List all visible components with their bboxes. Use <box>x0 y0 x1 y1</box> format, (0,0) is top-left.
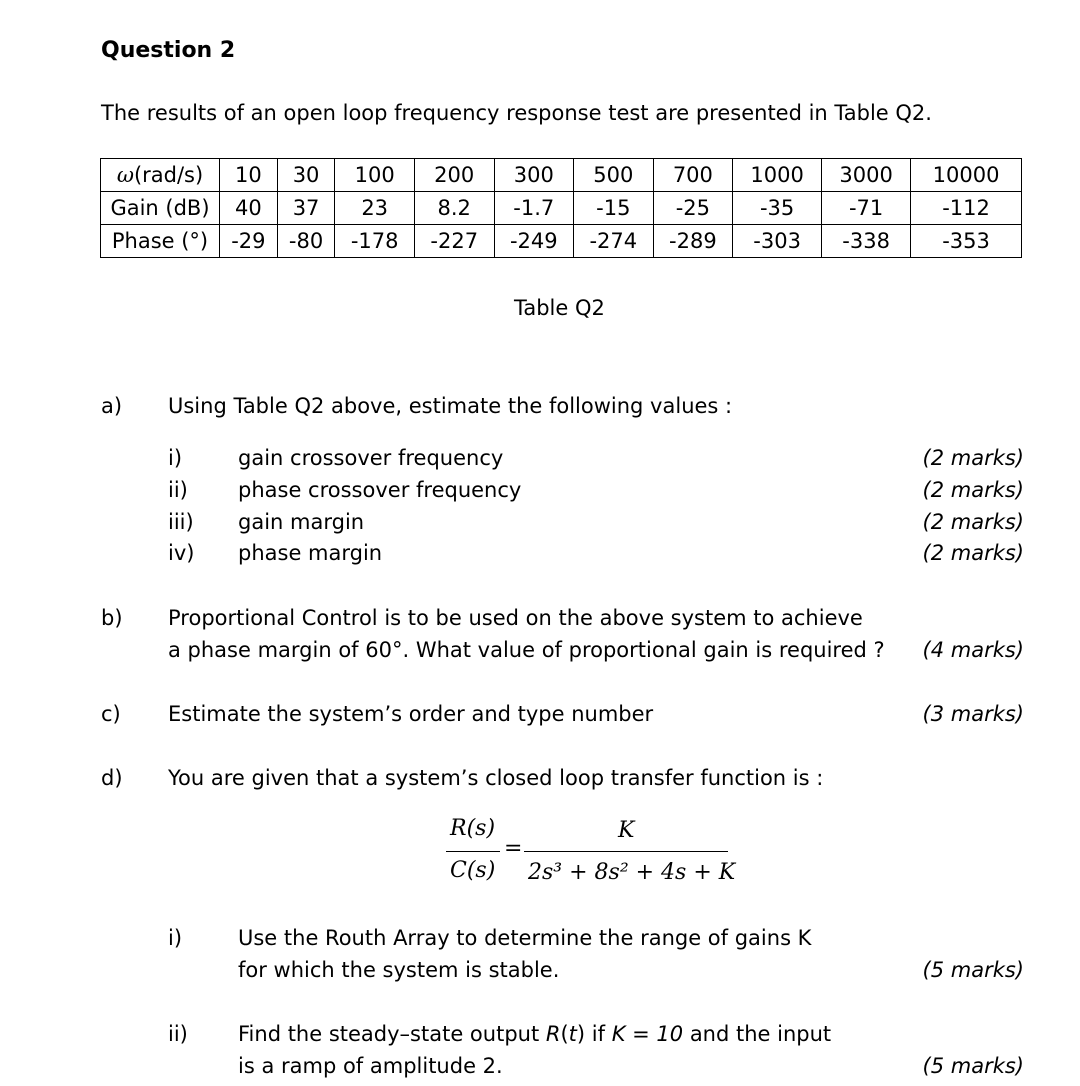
part-d-sub-i-line2: for which the system is stable. <box>238 958 560 982</box>
table-cell: -25 <box>653 192 733 225</box>
table-cell: 300 <box>494 159 574 192</box>
part-d-sub-ii-line1 <box>238 1024 831 1045</box>
part-d-sub-i-num: i) <box>168 926 183 950</box>
table-row <box>101 225 1022 258</box>
formula-lhs-numerator: R(s) <box>450 816 496 841</box>
part-d-text: You are given that a system’s closed loop transfer function is : <box>168 766 824 790</box>
part-b-label: b) <box>101 606 123 630</box>
table-cell: 700 <box>653 159 733 192</box>
text-span: ) if <box>576 1022 612 1046</box>
table-cell: -274 <box>574 225 654 258</box>
part-a-item-marks: (2 marks) <box>922 478 1024 502</box>
part-c-text: Estimate the system’s order and type number <box>168 702 654 726</box>
table-cell: -289 <box>653 225 733 258</box>
formula-equals: = <box>504 836 523 861</box>
table-cell: 1000 <box>733 159 822 192</box>
table-cell: -178 <box>335 225 415 258</box>
part-d-label: d) <box>101 766 123 790</box>
table-cell: 23 <box>335 192 415 225</box>
part-a-item-num: iv) <box>168 541 195 565</box>
part-d-sub-ii-line2: is a ramp of amplitude 2. <box>238 1054 503 1078</box>
part-a-item-text: gain margin <box>238 510 365 534</box>
formula-lhs-denominator: C(s) <box>450 858 496 883</box>
table-cell: -303 <box>733 225 822 258</box>
table-cell: -15 <box>574 192 654 225</box>
table-cell: -35 <box>733 192 822 225</box>
part-b-marks: (4 marks) <box>922 638 1024 662</box>
row-header <box>101 159 220 192</box>
part-a-item-num: ii) <box>168 478 188 502</box>
formula-rhs-numerator: K <box>618 818 635 843</box>
part-d-sub-ii-marks: (5 marks) <box>922 1054 1024 1078</box>
part-d-sub-i-marks: (5 marks) <box>922 958 1024 982</box>
table-cell: 40 <box>220 192 278 225</box>
table-cell: 30 <box>277 159 335 192</box>
part-a-item-marks: (2 marks) <box>922 446 1024 470</box>
row-label: (rad/s) <box>133 162 204 187</box>
table-caption: Table Q2 <box>514 296 605 320</box>
table-row <box>101 159 1022 192</box>
intro-text: The results of an open loop frequency response test are presented in Table Q2. <box>101 101 932 125</box>
table-cell: -353 <box>911 225 1022 258</box>
part-c-label: c) <box>101 702 121 726</box>
table-cell: 200 <box>414 159 494 192</box>
table-cell: -71 <box>822 192 911 225</box>
row-header <box>101 192 220 225</box>
part-a-item-text: gain crossover frequency <box>238 446 504 470</box>
table-cell: -249 <box>494 225 574 258</box>
table-cell: -338 <box>822 225 911 258</box>
time-symbol-t: t <box>568 1022 577 1046</box>
table-cell: 10 <box>220 159 278 192</box>
part-d-sub-ii-num: ii) <box>168 1022 188 1046</box>
question-title: Question 2 <box>101 38 236 63</box>
part-c-marks: (3 marks) <box>922 702 1024 726</box>
text-span: and the input <box>683 1022 832 1046</box>
gain-value: K = 10 <box>611 1022 684 1046</box>
part-a-text: Using Table Q2 above, estimate the following values : <box>168 394 733 418</box>
table-cell: -29 <box>220 225 278 258</box>
omega-symbol: ω <box>116 162 134 187</box>
formula-fraction-bar <box>446 851 500 852</box>
formula-fraction-bar <box>524 851 728 852</box>
table-cell: 3000 <box>822 159 911 192</box>
transfer-function-formula <box>440 812 750 892</box>
table-cell: 500 <box>574 159 654 192</box>
part-a-item-text: phase crossover frequency <box>238 478 522 502</box>
part-a-item-num: iii) <box>168 510 194 534</box>
part-a-label: a) <box>101 394 123 418</box>
part-a-item-num: i) <box>168 446 183 470</box>
part-d-sub-i-line1: Use the Routh Array to determine the range of gains K <box>238 926 812 950</box>
part-a-item-text: phase margin <box>238 541 383 565</box>
table-cell: -112 <box>911 192 1022 225</box>
part-a-item-marks: (2 marks) <box>922 510 1024 534</box>
table-cell: 10000 <box>911 159 1022 192</box>
row-label: Gain (dB) <box>110 195 210 220</box>
part-b-line2: a phase margin of 60°. What value of proportional gain is required ? <box>168 638 885 662</box>
row-header <box>101 225 220 258</box>
text-span: Find the steady–state output <box>238 1022 546 1046</box>
table-row <box>101 192 1022 225</box>
table-cell: -80 <box>277 225 335 258</box>
table-cell: 100 <box>335 159 415 192</box>
table-cell: -1.7 <box>494 192 574 225</box>
part-a-item-marks: (2 marks) <box>922 541 1024 565</box>
table-cell: -227 <box>414 225 494 258</box>
part-b-line1: Proportional Control is to be used on the above system to achieve <box>168 606 863 630</box>
table-cell: 37 <box>277 192 335 225</box>
table-cell: 8.2 <box>414 192 494 225</box>
formula-rhs-denominator: 2s³ + 8s² + 4s + K <box>528 860 736 885</box>
output-symbol-r: R <box>545 1022 561 1046</box>
text-span: ( <box>560 1022 569 1046</box>
frequency-response-table <box>100 158 1022 258</box>
row-label: Phase (°) <box>111 228 209 253</box>
